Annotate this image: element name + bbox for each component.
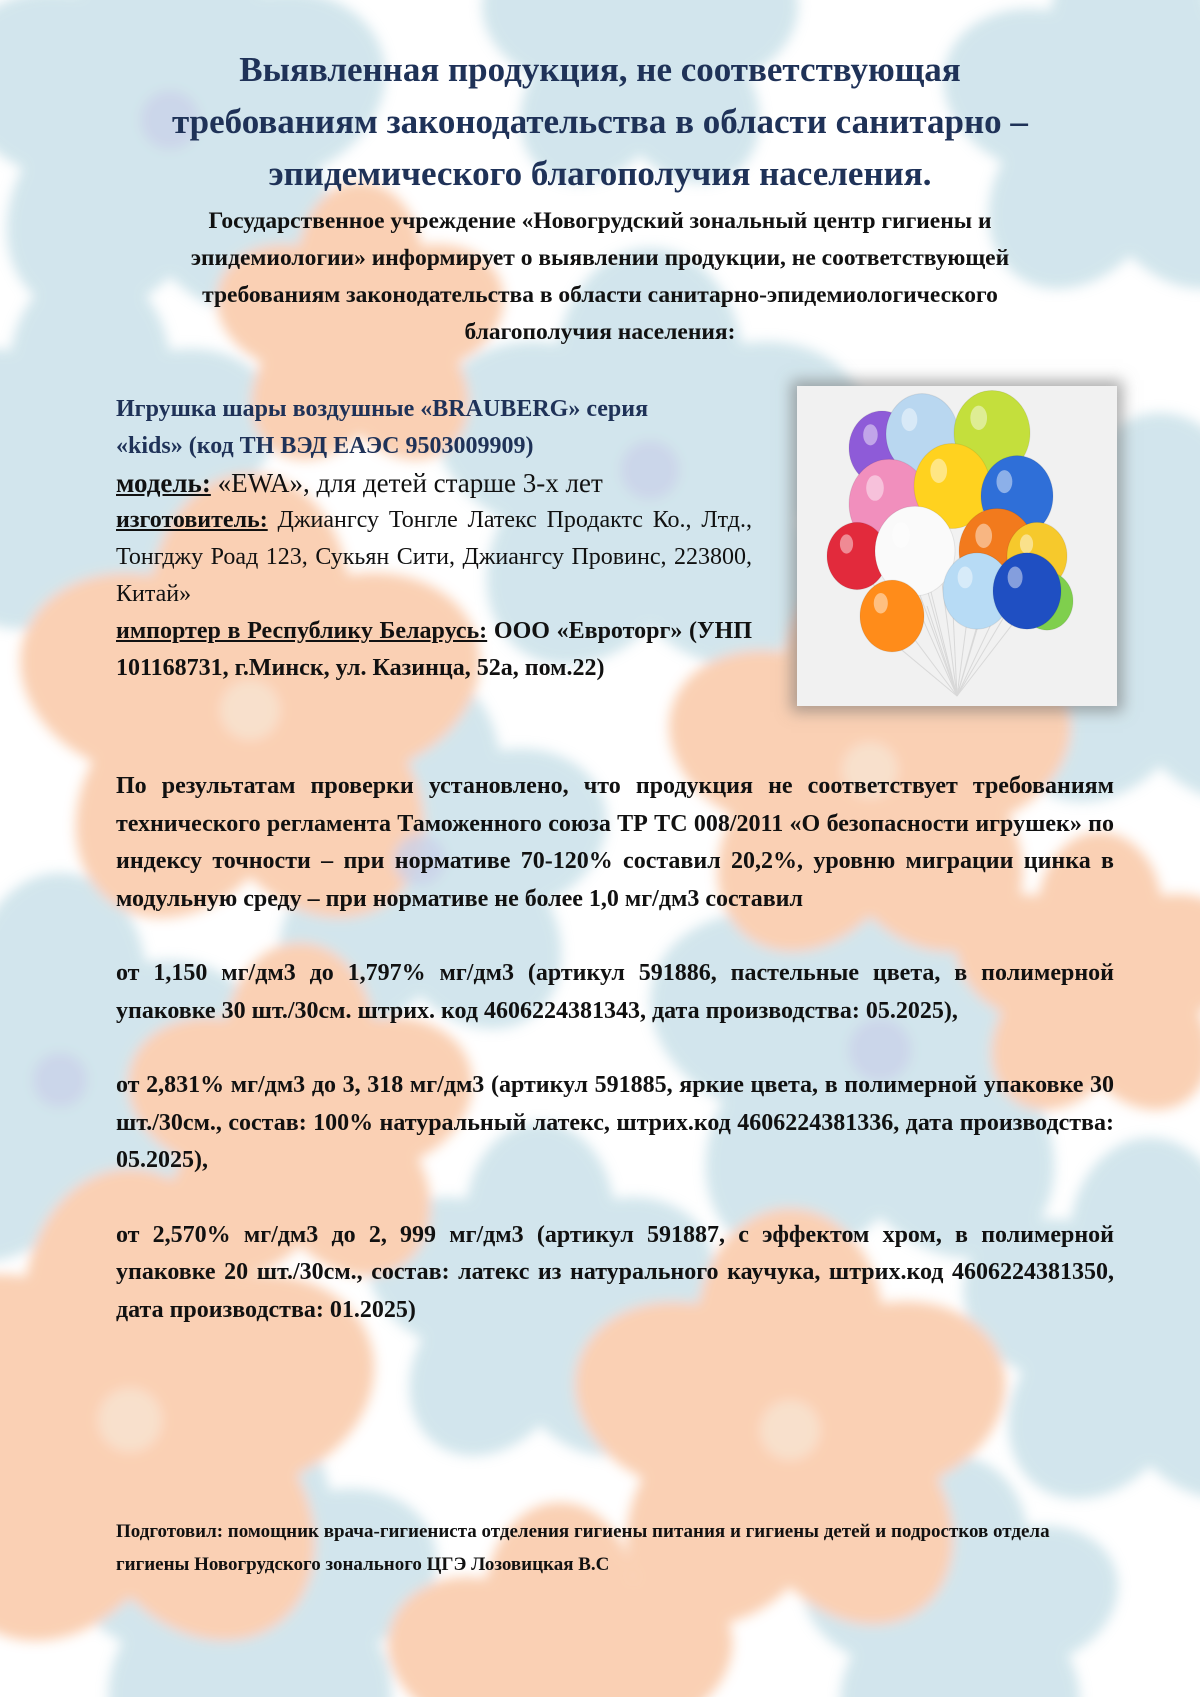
importer-value: ООО «Евроторг» (УНП 101168731, г.Минск, ул. Казинца, 52а, пом.22) [116, 618, 752, 681]
model-row [116, 465, 752, 502]
balloon-highlight [1020, 534, 1033, 553]
product-info [116, 391, 752, 687]
result-item: от 1,150 мг/дм3 до 1,797% мг/дм3 (артикул 591886, пастельные цвета, в полимерной упаковке 30 шт./30см. штрих. код 4606224381343, дата производства: 05.2025), [116, 960, 1114, 1024]
model-value: «EWA», для детей старше 3-х лет [210, 468, 603, 498]
title-line: требованиям законодательства в области санитарно – [172, 102, 1028, 141]
subtitle-line: благополучия населения: [464, 319, 736, 345]
manufacturer-label: изготовитель: [116, 507, 268, 533]
product-name-line: Игрушка шары воздушные «BRAUBERG» серия [116, 396, 649, 422]
importer-label: импортер в Республику Беларусь: [116, 618, 488, 644]
manufacturer-value: Джиангсу Тонгле Латекс Продактс Ко., Лтд., Тонгджу Роад 123, Сукьян Сити, Джиангсу Провинс, 223800, Китай» [116, 507, 752, 607]
balloon-highlight [1008, 567, 1023, 589]
results-section [116, 768, 1114, 1329]
balloon-highlight [930, 459, 947, 483]
subtitle-line: требованиям законодательства в области санитарно-эпидемиологического [202, 282, 998, 308]
balloons-photo [797, 386, 1117, 706]
subtitle-line: Государственное учреждение «Новогрудский зональный центр гигиены и [208, 208, 992, 234]
balloon [860, 580, 924, 652]
balloons-image [797, 386, 1117, 706]
result-item: от 2,831% мг/дм3 до 3, 318 мг/дм3 (артикул 591885, яркие цвета, в полимерной упаковке 30 шт./30см., состав: 100% натуральный латекс, штрих.код 4606224381336, дата производства: 05.2025), [116, 1072, 1114, 1173]
result-item: от 2,570% мг/дм3 до 2, 999 мг/дм3 (артикул 591887, с эффектом хром, в полимерной упаковке 20 шт./30см., состав: латекс из натурального каучука, штрих.код 4606224381350, дата производства: 01.2025) [116, 1221, 1114, 1323]
balloon-highlight [874, 593, 888, 613]
balloon-highlight [863, 424, 878, 445]
importer-row [116, 613, 752, 687]
balloon-highlight [866, 475, 884, 501]
subtitle-line: эпидемиологии» информирует о выявлении продукции, не соответствующей [190, 245, 1010, 271]
balloon-highlight [892, 522, 910, 548]
page-title [100, 44, 1100, 200]
title-line: Выявленная продукция, не соответствующая [239, 50, 961, 89]
balloon-highlight [958, 567, 973, 589]
prepared-by-note: Подготовил: помощник врача-гигиениста отделения гигиены питания и гигиены детей и подростков отдела гигиены Новогрудского зонального ЦГЭ Лозовицкая В.С [116, 1521, 1050, 1575]
results-intro: По результатам проверки установлено, что продукция не соответствует требованиям технического регламента Таможенного союза ТР ТС 008/2011 «О безопасности игрушек» по индексу точности – при нормативе 70-120% составил 20,2%, уровню миграции цинка в модульную среду – при нормативе не более 1,0 мг/дм3 составил [116, 773, 1114, 912]
page-subtitle [100, 203, 1100, 351]
product-name-line: «kids» (код ТН ВЭД ЕАЭС 9503009909) [116, 433, 534, 459]
balloon [993, 553, 1061, 629]
balloon-highlight [975, 524, 992, 548]
model-label: модель: [116, 468, 211, 498]
balloon-highlight [840, 534, 853, 553]
title-line: эпидемического благополучия населения. [268, 154, 932, 193]
manufacturer-row [116, 502, 752, 613]
balloon-highlight [996, 470, 1012, 493]
balloon-highlight [970, 406, 987, 430]
balloon-highlight [901, 408, 917, 431]
